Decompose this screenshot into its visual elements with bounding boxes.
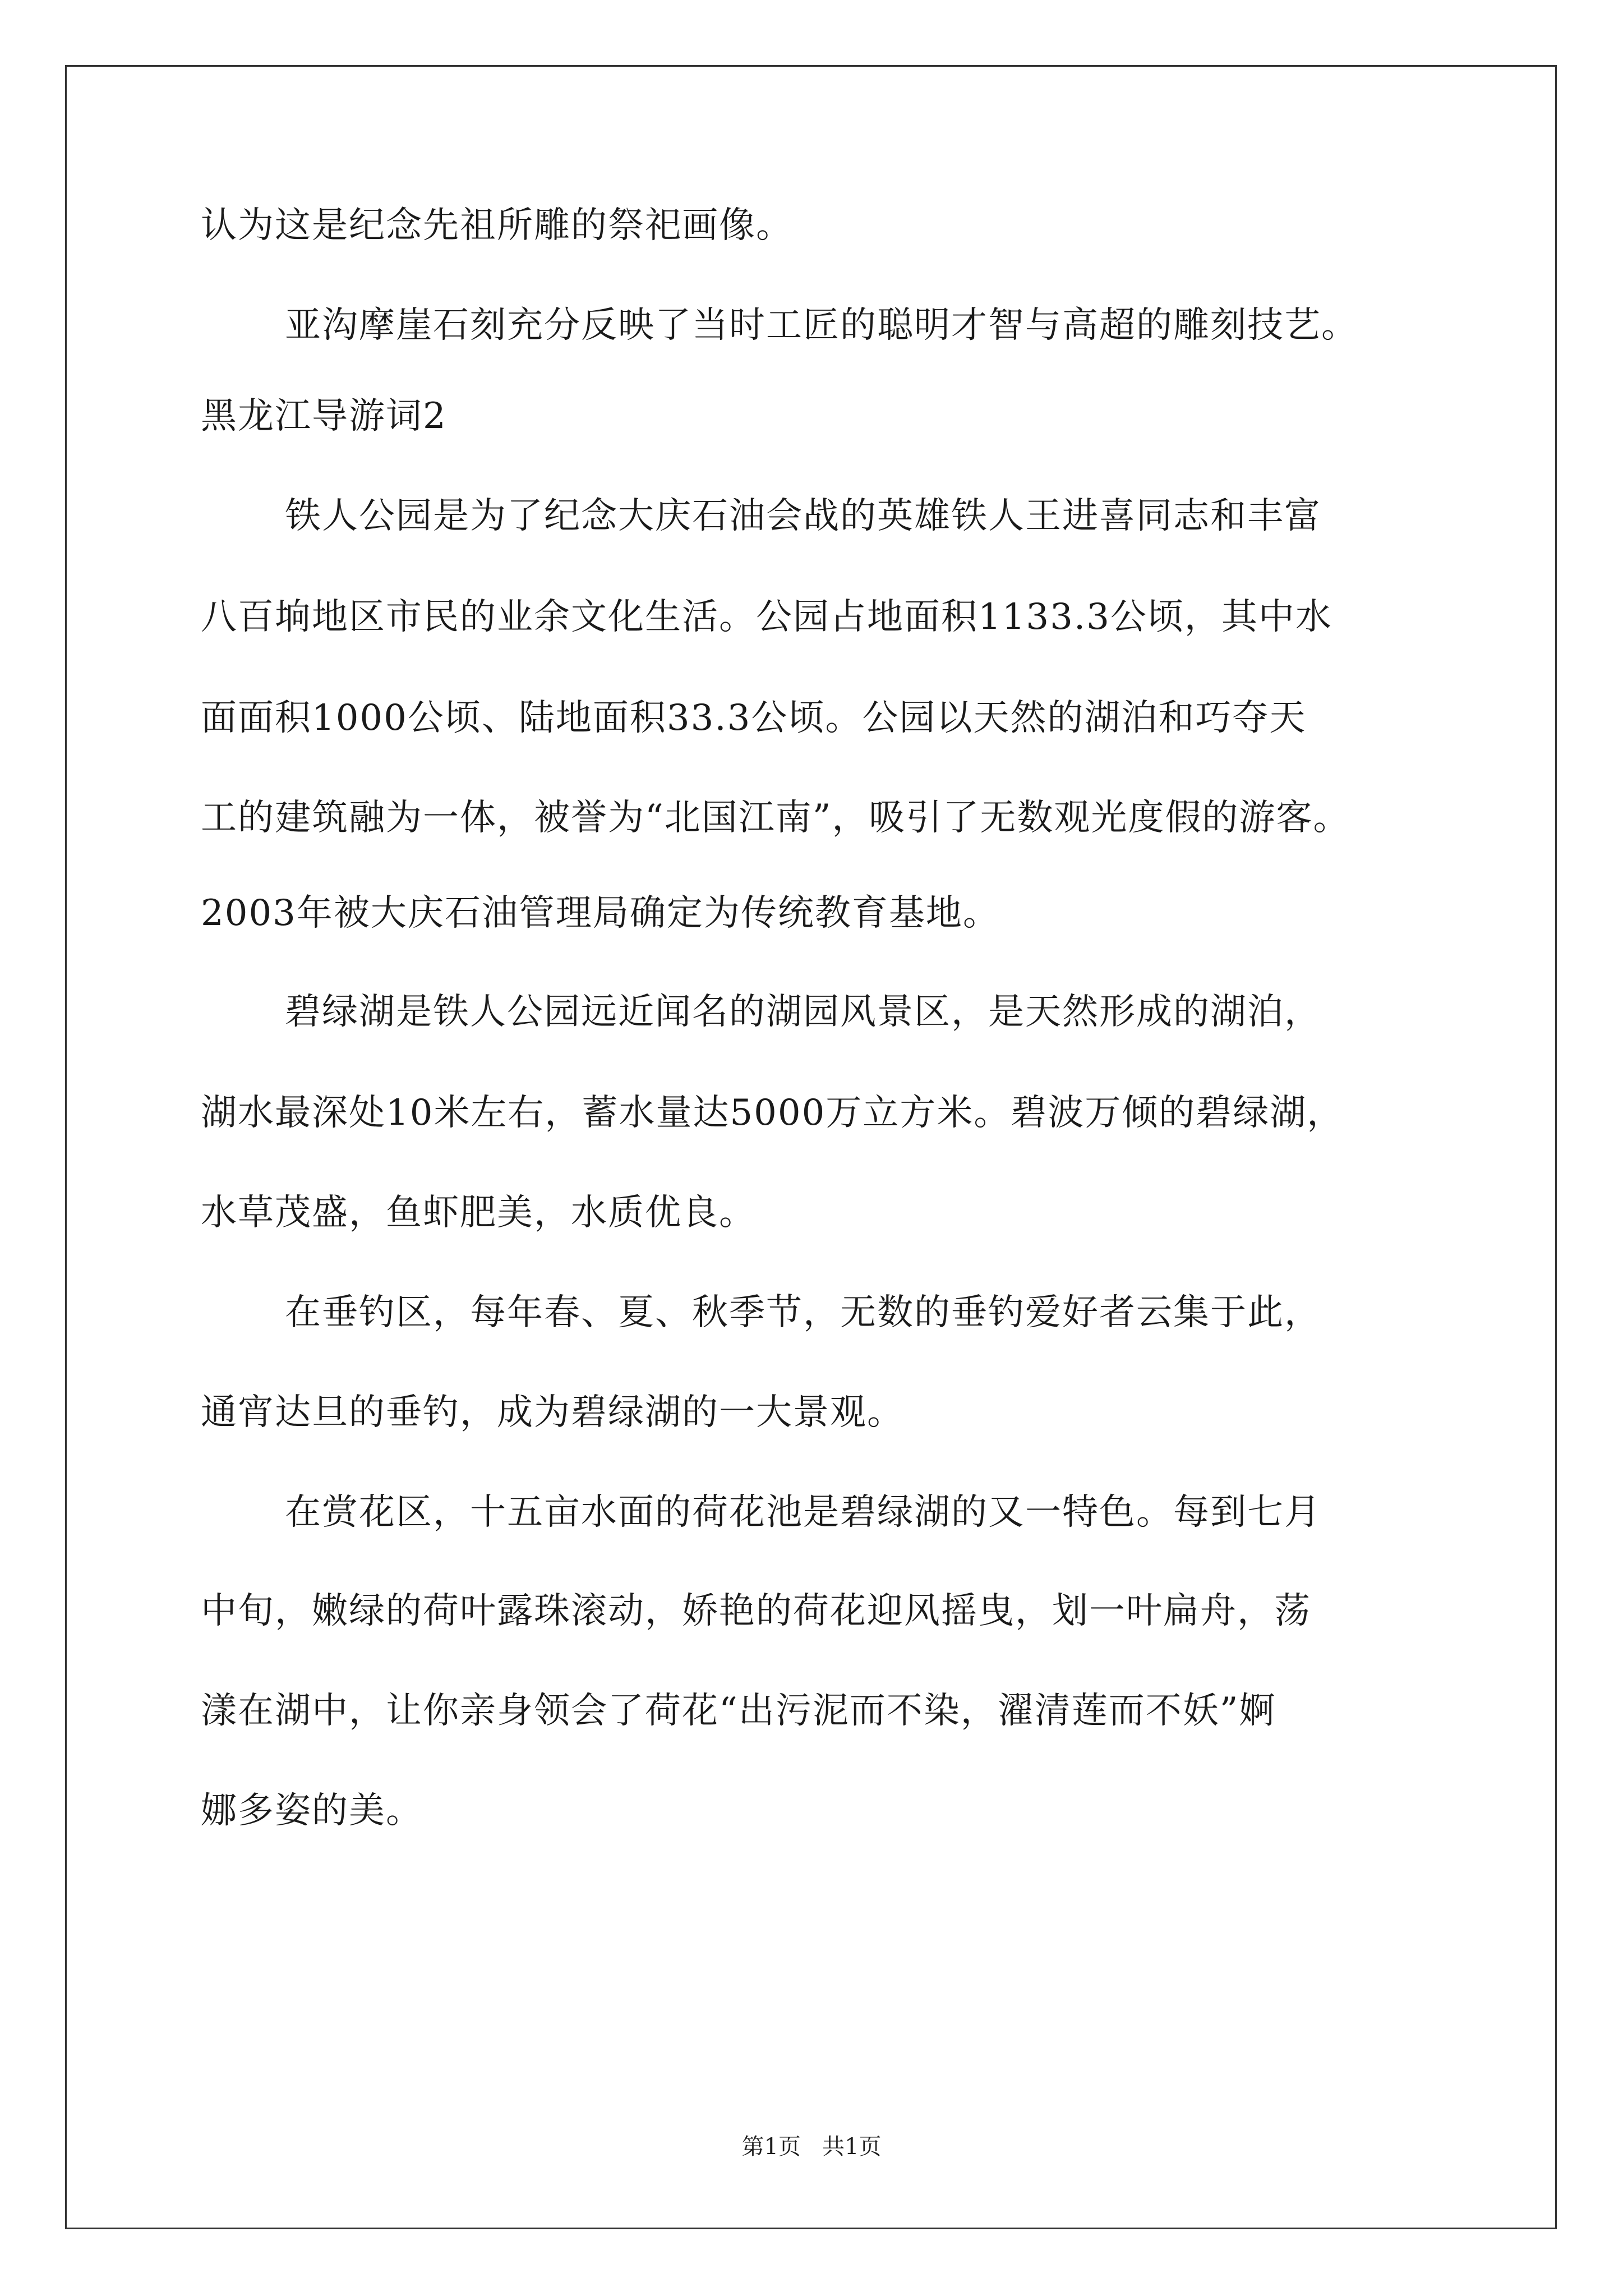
paragraph-line: 铁人公园是为了纪念大庆石油会战的英雄铁人王进喜同志和丰富: [285, 495, 1321, 537]
section-heading: 黑龙江导游词2: [201, 395, 447, 437]
text-line: 漾在湖中，让你亲身领会了荷花“出污泥而不染，濯清莲而不妖”婀: [201, 1690, 1276, 1732]
text-line: 湖水最深处10米左右，蓄水量达5000万立方米。碧波万倾的碧绿湖，: [201, 1092, 1344, 1134]
text-line: 中旬，嫩绿的荷叶露珠滚动，娇艳的荷花迎风摇曳，划一叶扁舟，荡: [201, 1590, 1311, 1632]
paragraph-line: 在垂钓区，每年春、夏、秋季节，无数的垂钓爱好者云集于此，: [285, 1292, 1321, 1333]
text-line: 通宵达旦的垂钓，成为碧绿湖的一大景观。: [201, 1392, 904, 1433]
text-line: 面面积1000公顷、陆地面积33.3公顷。公园以天然的湖泊和巧夺天: [201, 697, 1307, 739]
paragraph-line: 碧绿湖是铁人公园远近闻名的湖园风景区，是天然形成的湖泊，: [285, 991, 1321, 1033]
text-line: 八百垧地区市民的业余文化生活。公园占地面积1133.3公顷，其中水: [201, 596, 1332, 638]
text-line: 娜多姿的美。: [201, 1790, 423, 1832]
paragraph-line: 在赏花区，十五亩水面的荷花池是碧绿湖的又一特色。每到七月: [285, 1492, 1321, 1533]
text-line: 水草茂盛，鱼虾肥美，水质优良。: [201, 1192, 756, 1234]
page-number-footer: 第1页 共1页: [741, 2134, 882, 2160]
text-line: 2003年被大庆石油管理局确定为传统教育基地。: [201, 892, 1000, 934]
text-line: 认为这是纪念先祖所雕的祭祀画像。: [201, 205, 793, 246]
page-border: [65, 65, 1557, 2229]
paragraph-line: 亚沟摩崖石刻充分反映了当时工匠的聪明才智与高超的雕刻技艺。: [285, 305, 1358, 346]
text-line: 工的建筑融为一体，被誉为“北国江南”，吸引了无数观光度假的游客。: [201, 797, 1350, 839]
